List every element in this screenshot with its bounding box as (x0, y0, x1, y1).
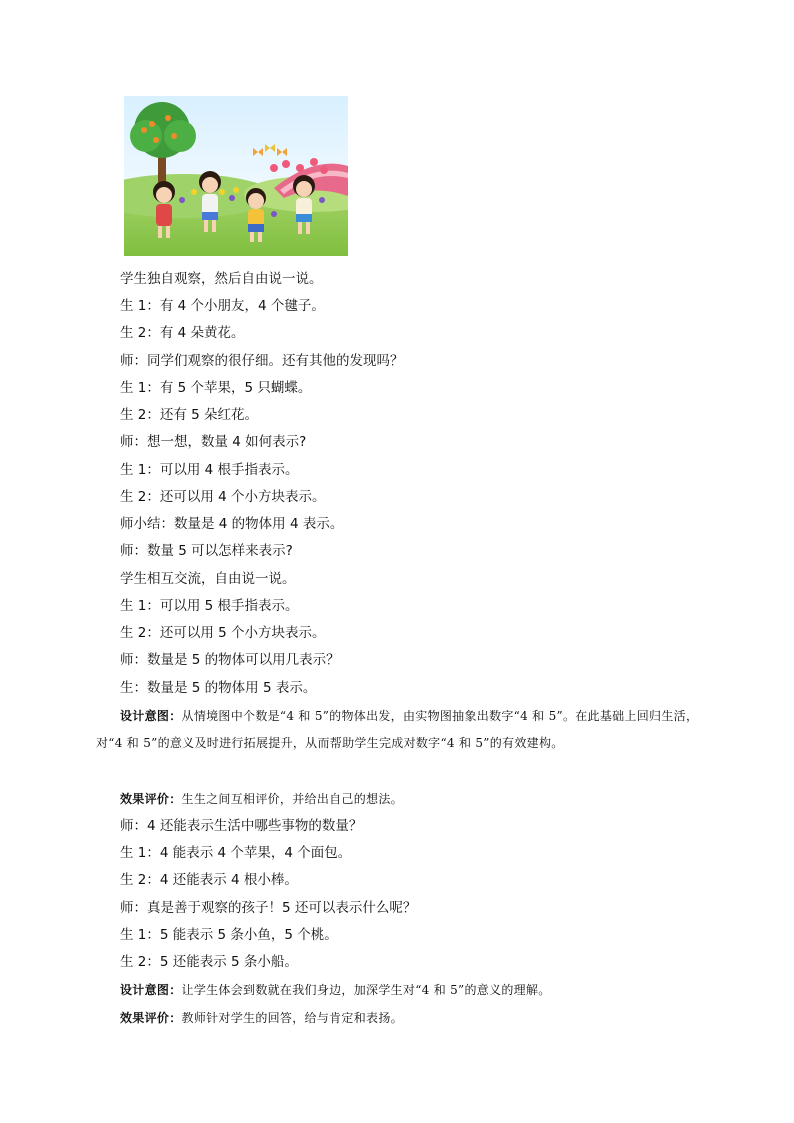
dialogue-line: 生 1：4 能表示 4 个苹果，4 个面包。 (120, 845, 352, 861)
dialogue-line: 生 1：有 4 个小朋友，4 个毽子。 (120, 298, 325, 314)
dialogue-line: 学生独自观察，然后自由说一说。 (120, 271, 323, 287)
dialogue-line: 生 1：有 5 个苹果，5 只蝴蝶。 (120, 380, 312, 396)
design-intent-text: 让学生体会到数就在我们身边，加深学生对“4 和 5”的意义的理解。 (181, 983, 551, 997)
design-intent-label: 设计意图： (120, 983, 182, 997)
effect-evaluation-paragraph (96, 1005, 702, 1032)
design-intent-text: 从情境图中个数是“4 和 5”的物体出发，由实物图抽象出数字“4 和 5”。在此基础上回归生活，对“4 和 5”的意义及时进行拓展提升，从而帮助学生完成对数字“4 和 5”的有效建构。 (96, 709, 699, 750)
dialogue-line: 生 2：还可以用 4 个小方块表示。 (120, 489, 326, 505)
dialogue-line: 生 1：可以用 5 根手指表示。 (120, 598, 299, 614)
effect-evaluation-text: 教师针对学生的回答，给与肯定和表扬。 (181, 1011, 403, 1025)
dialogue-line: 师：同学们观察的很仔细。还有其他的发现吗？ (120, 353, 404, 369)
effect-evaluation-paragraph (96, 786, 702, 813)
effect-evaluation-label: 效果评价： (120, 792, 182, 806)
dialogue-line: 学生相互交流，自由说一说。 (120, 571, 296, 587)
design-intent-paragraph (96, 977, 702, 1004)
dialogue-line: 师：数量是 5 的物体可以用几表示？ (120, 652, 340, 668)
dialogue-line: 生 1：可以用 4 根手指表示。 (120, 462, 299, 478)
dialogue-line: 师：想一想，数量 4 如何表示? (120, 434, 307, 450)
dialogue-line: 师：数量 5 可以怎样来表示? (120, 543, 293, 559)
dialogue-line: 生 2：4 还能表示 4 根小棒。 (120, 872, 298, 888)
design-intent-label: 设计意图： (120, 709, 182, 723)
dialogue-line: 师小结：数量是 4 的物体用 4 表示。 (120, 516, 344, 532)
children-playing-illustration (124, 96, 348, 256)
dialogue-line: 生 2：还可以用 5 个小方块表示。 (120, 625, 326, 641)
dialogue-line: 生：数量是 5 的物体用 5 表示。 (120, 680, 317, 696)
dialogue-line: 生 1：5 能表示 5 条小鱼，5 个桃。 (120, 927, 338, 943)
dialogue-line: 生 2：还有 5 朵红花。 (120, 407, 259, 423)
design-intent-paragraph (96, 703, 702, 757)
effect-evaluation-label: 效果评价： (120, 1011, 182, 1025)
dialogue-line: 生 2：有 4 朵黄花。 (120, 325, 245, 341)
dialogue-line: 师：4 还能表示生活中哪些事物的数量？ (120, 818, 363, 834)
dialogue-line: 生 2：5 还能表示 5 条小船。 (120, 954, 298, 970)
effect-evaluation-text: 生生之间互相评价，并给出自己的想法。 (181, 792, 403, 806)
dialogue-line: 师：真是善于观察的孩子！5 还可以表示什么呢？ (120, 900, 417, 916)
scene-illustration (124, 96, 348, 256)
